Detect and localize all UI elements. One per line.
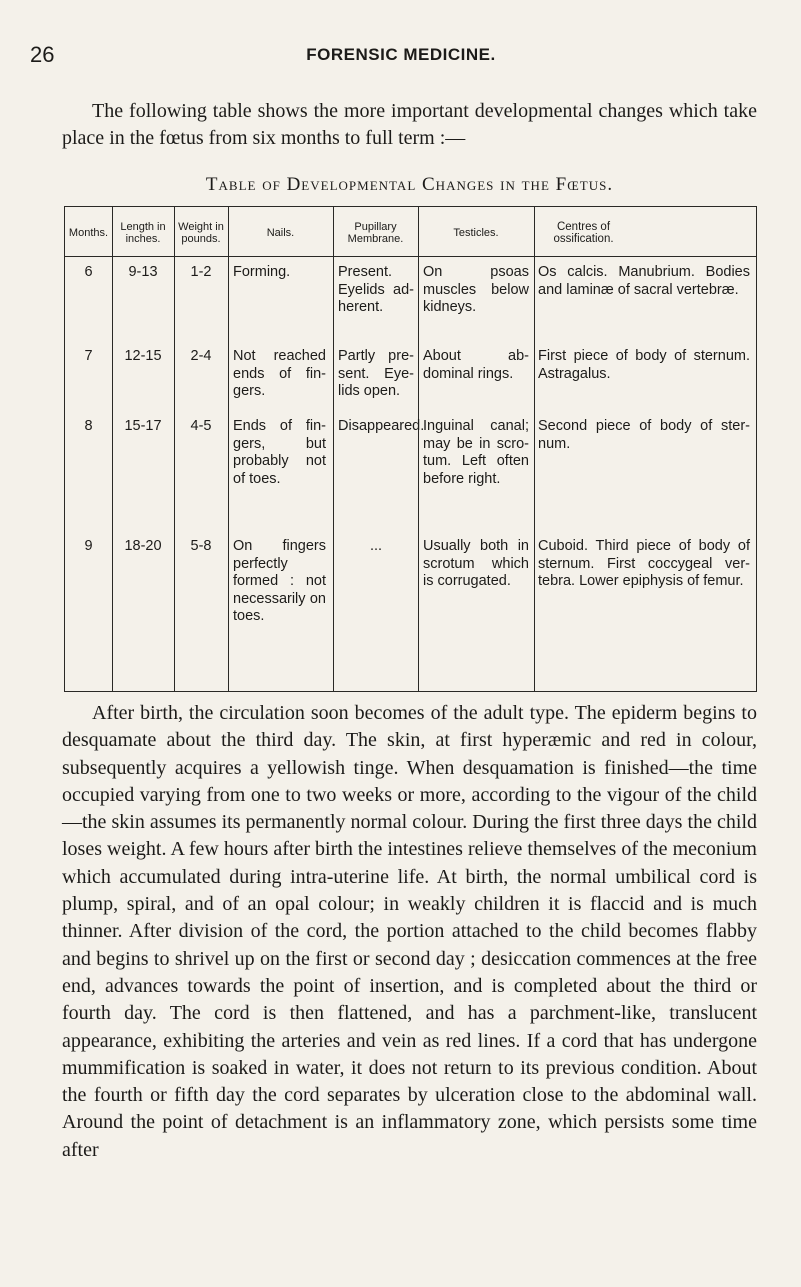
cell-testicles: Usually both in scrotum which is corrugated. (423, 538, 529, 590)
col-header-length: Length in inches. (120, 221, 166, 245)
cell-nails: On fingers perfectly formed : not necessarily on toes. (233, 538, 326, 625)
cell-length: 9-13 (128, 264, 158, 280)
cell-testicles: Inguinal canal; may be in scrotum. Left often before right. (423, 418, 529, 487)
cell-months: 8 (84, 418, 93, 434)
page-header (30, 42, 772, 72)
cell-length: 12-15 (124, 348, 162, 364)
cell-pupillary: ... (369, 538, 383, 554)
col-header-nails: Nails. (266, 227, 295, 239)
column-divider (418, 207, 419, 691)
cell-nails: Forming. (233, 264, 291, 280)
cell-months: 6 (84, 264, 93, 280)
page-number: 26 (30, 42, 55, 67)
body-paragraph (62, 700, 757, 1164)
col-header-testicles: Testicles. (453, 227, 499, 239)
column-divider (112, 207, 113, 691)
cell-months: 9 (84, 538, 93, 554)
cell-length: 18-20 (124, 538, 162, 554)
header-rule (65, 256, 756, 257)
col-header-ossification: Centres of ossification. (553, 221, 614, 245)
table-title: Table of Developmental Changes in the Fœtus. (205, 174, 614, 195)
cell-testicles: On psoas muscles below kidneys. (423, 264, 529, 316)
column-divider (174, 207, 175, 691)
cell-weight: 2-4 (190, 348, 212, 364)
col-header-weight: Weight in pounds. (178, 221, 224, 245)
col-header-months: Months. (68, 227, 109, 239)
cell-ossification: Os calcis. Manubrium. Bodies and laminæ of sacral vertebræ. (538, 264, 750, 298)
running-head: FORENSIC MEDICINE. (306, 45, 496, 64)
cell-ossification: Cuboid. Third piece of body of sternum. First coccygeal vertebra. Lower epiphysis of femur. (538, 538, 750, 590)
cell-nails: Not reached ends of fingers. (233, 348, 326, 400)
cell-weight: 4-5 (190, 418, 212, 434)
cell-ossification: First piece of body of sternum. Astragalus. (538, 348, 750, 382)
column-divider (228, 207, 229, 691)
column-divider (534, 207, 535, 691)
cell-nails: Ends of fingers, but probably not of toes. (233, 418, 326, 487)
body-paragraph-text: After birth, the circulation soon becomes of the adult type. The epiderm begins to desquamate about the third day. The skin, at first hyperæmic and red in colour, subsequently acquires a yellowish tinge. When desquamation is finished—the time occupied varying from one to two weeks or more, according to the vigour of the child—the skin assumes its permanently normal colour. During the first three days the child loses weight. A few hours after birth the intestines relieve themselves of the meconium which accumulated during intra-uterine life. At birth, the normal umbilical cord is plump, spiral, and of an opal colour; in weakly children it is flaccid and is much thinner. After division of the cord, the portion attached to the child becomes flabby and begins to shrivel up on the first or second day ; desiccation commences at the free end, advances towards the point of insertion, and is completed about the third or fourth day. The cord is then flattened, and has a parchment-like, translucent appearance, exhibiting the arteries and vein as red lines. If a cord that has undergone mummification is soaked in water, it does not return to its previous condition. About the fourth or fifth day the cord separates by ulceration close to the abdominal wall. Around the point of detachment is an inflammatory zone, which persists some time after (62, 702, 757, 1161)
developmental-changes-table (64, 206, 757, 692)
cell-weight: 5-8 (190, 538, 212, 554)
col-header-pupillary: Pupillary Membrane. (347, 221, 404, 245)
cell-pupillary: Present. Eyelids adherent. (338, 264, 414, 316)
cell-pupillary: Disappeared. (338, 418, 425, 434)
intro-paragraph: The following table shows the more important developmental changes which take place in the fœtus from six months to full term :— (62, 100, 757, 149)
column-divider (333, 207, 334, 691)
cell-ossification: Second piece of body of sternum. (538, 418, 750, 452)
cell-length: 15-17 (124, 418, 162, 434)
cell-pupillary: Partly present. Eyelids open. (338, 348, 414, 400)
cell-weight: 1-2 (190, 264, 212, 280)
cell-testicles: About abdominal rings. (423, 348, 529, 382)
cell-months: 7 (84, 348, 93, 364)
